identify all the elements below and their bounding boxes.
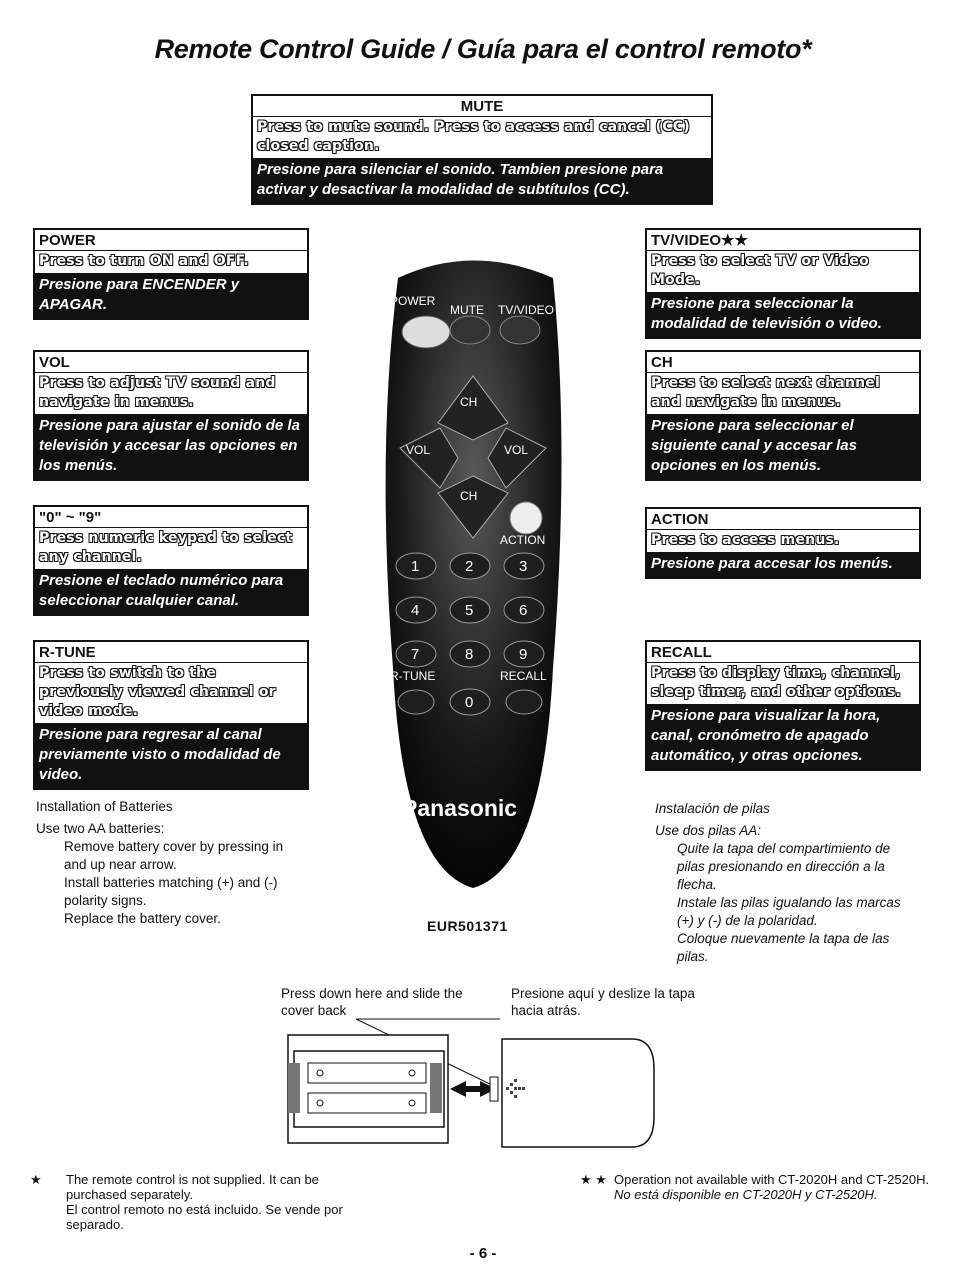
key-9: 9 <box>519 646 528 663</box>
action-desc-es: Presione para accesar los menús. <box>647 552 919 577</box>
action-heading: ACTION <box>647 509 919 530</box>
vol-desc-es: Presione para ajustar el sonido de la televisión y accesar las opciones en los menús. <box>35 414 307 479</box>
numbers-desc-en: Press numeric keypad to select any channel. <box>39 530 293 565</box>
vol-desc-en: Press to adjust TV sound and navigate in menus. <box>39 375 276 410</box>
footnote-2 <box>614 1172 934 1202</box>
key-0: 0 <box>465 694 474 711</box>
mute-desc-en: Press to mute sound. Press to access and cancel (CC) closed caption. <box>257 119 690 154</box>
ch-heading: CH <box>647 352 919 373</box>
rtune-box <box>33 640 309 790</box>
remote-control-illustration <box>378 248 568 913</box>
battery-step2-es: Instale las pilas igualando las marcas (+) y (-) de la polaridad. <box>677 895 901 928</box>
numbers-desc-es: Presione el teclado numérico para seleccionar cualquier canal. <box>35 569 307 614</box>
remote-ch-down-label: CH <box>460 489 478 503</box>
footnote-1-es: El control remoto no está incluido. Se vende por separado. <box>66 1202 343 1232</box>
brand-logo: Panasonic <box>402 795 518 821</box>
rtune-heading: R-TUNE <box>35 642 307 663</box>
page-title: Remote Control Guide / Guía para el control remoto* <box>154 34 812 64</box>
battery-cover <box>502 1039 654 1147</box>
tvvideo-key <box>500 316 540 344</box>
diagram-caption-en: Press down here and slide the cover back <box>281 986 463 1018</box>
mute-desc-es: Presione para silenciar el sonido. Tambien presione para activar y desactivar la modalidad de subtítulos (CC). <box>253 158 711 203</box>
key-5: 5 <box>465 602 474 619</box>
battery-heading-en: Installation of Batteries <box>36 799 173 814</box>
battery-compartment-diagram <box>280 1003 660 1153</box>
rtune-desc-es: Presione para regresar al canal previamente visto o modalidad de video. <box>35 723 307 788</box>
remote-tvvideo-label: TV/VIDEO <box>498 303 555 317</box>
ch-desc-es: Presione para seleccionar el siguiente canal y accesar las opciones en los menús. <box>647 414 919 479</box>
key-2: 2 <box>465 558 474 575</box>
remote-vol-right-label: VOL <box>504 443 529 457</box>
battery-2 <box>308 1093 426 1113</box>
remote-recall-label: RECALL <box>500 669 547 683</box>
footnote-double-star-mark: ★ ★ <box>580 1172 607 1187</box>
recall-heading: RECALL <box>647 642 919 663</box>
numbers-box <box>33 505 309 616</box>
vol-heading: VOL <box>35 352 307 373</box>
diagram-caption-es: Presione aquí y deslize la tapa hacia atrás. <box>511 986 695 1018</box>
mute-heading: MUTE <box>253 96 711 117</box>
key-6: 6 <box>519 602 528 619</box>
action-desc-en: Press to access menus. <box>651 532 840 548</box>
vol-box <box>33 350 309 481</box>
footnote-1-en: The remote control is not supplied. It can be purchased separately. <box>66 1172 319 1202</box>
power-heading: POWER <box>35 230 307 251</box>
recall-box <box>645 640 921 771</box>
remote-power-label: POWER <box>390 294 436 308</box>
numbers-heading: "0" ~ "9" <box>35 507 307 528</box>
footnote-1 <box>66 1172 366 1232</box>
key-7: 7 <box>411 646 420 663</box>
footnote-2-en: Operation not available with CT-2020H and CT-2520H. <box>614 1172 930 1187</box>
remote-ch-up-label: CH <box>460 395 478 409</box>
power-desc-en: Press to turn ON and OFF. <box>39 253 249 269</box>
recall-desc-es: Presione para visualizar la hora, canal, cronómetro de apagado automático, y otras opciones. <box>647 704 919 769</box>
model-number: EUR501371 <box>427 918 508 934</box>
footnote-2-es: No está disponible en CT-2020H y CT-2520H. <box>614 1187 878 1202</box>
battery-heading-es: Instalación de pilas <box>655 801 770 816</box>
battery-step1-en: Remove battery cover by pressing in and up near arrow. <box>64 839 284 872</box>
battery-instructions-en <box>36 798 306 928</box>
battery-step3-es: Coloque nuevamente la tapa de las pilas. <box>677 931 890 964</box>
page-number: - 6 - <box>469 1245 497 1262</box>
power-desc-es: Presione para ENCENDER y APAGAR. <box>35 273 307 318</box>
tvvideo-heading: TV/VIDEO★★ <box>647 230 919 251</box>
battery-instructions-es <box>655 800 910 966</box>
battery-step3-en: Replace the battery cover. <box>64 911 221 926</box>
battery-1 <box>308 1063 426 1083</box>
rtune-desc-en: Press to switch to the previously viewed channel or video mode. <box>39 665 276 719</box>
tvvideo-desc-en: Press to select TV or Video Mode. <box>651 253 869 288</box>
recall-desc-en: Press to display time, channel, sleep timer, and other options. <box>651 665 902 700</box>
mute-key <box>450 316 490 344</box>
battery-step1-es: Quite la tapa del compartimiento de pilas presionando en dirección a la flecha. <box>677 841 891 892</box>
tvvideo-desc-es: Presione para seleccionar la modalidad de televisión o video. <box>647 292 919 337</box>
key-3: 3 <box>519 558 528 575</box>
ch-box <box>645 350 921 481</box>
remote-mute-label: MUTE <box>450 303 484 317</box>
action-box <box>645 507 921 579</box>
mute-box <box>251 94 713 205</box>
key-8: 8 <box>465 646 474 663</box>
battery-line1-es: Use dos pilas AA: <box>655 823 762 838</box>
action-key <box>510 502 542 534</box>
remote-vol-left-label: VOL <box>406 443 431 457</box>
power-box <box>33 228 309 320</box>
tvvideo-box <box>645 228 921 339</box>
footnote-star-mark: ★ <box>30 1172 42 1187</box>
key-4: 4 <box>411 602 420 619</box>
ch-desc-en: Press to select next channel and navigate in menus. <box>651 375 880 410</box>
remote-action-label: ACTION <box>500 533 546 547</box>
key-1: 1 <box>411 558 420 575</box>
battery-line1-en: Use two AA batteries: <box>36 821 165 836</box>
remote-rtune-label: R-TUNE <box>390 669 436 683</box>
power-key <box>402 316 450 348</box>
battery-step2-en: Install batteries matching (+) and (-) polarity signs. <box>64 875 278 908</box>
